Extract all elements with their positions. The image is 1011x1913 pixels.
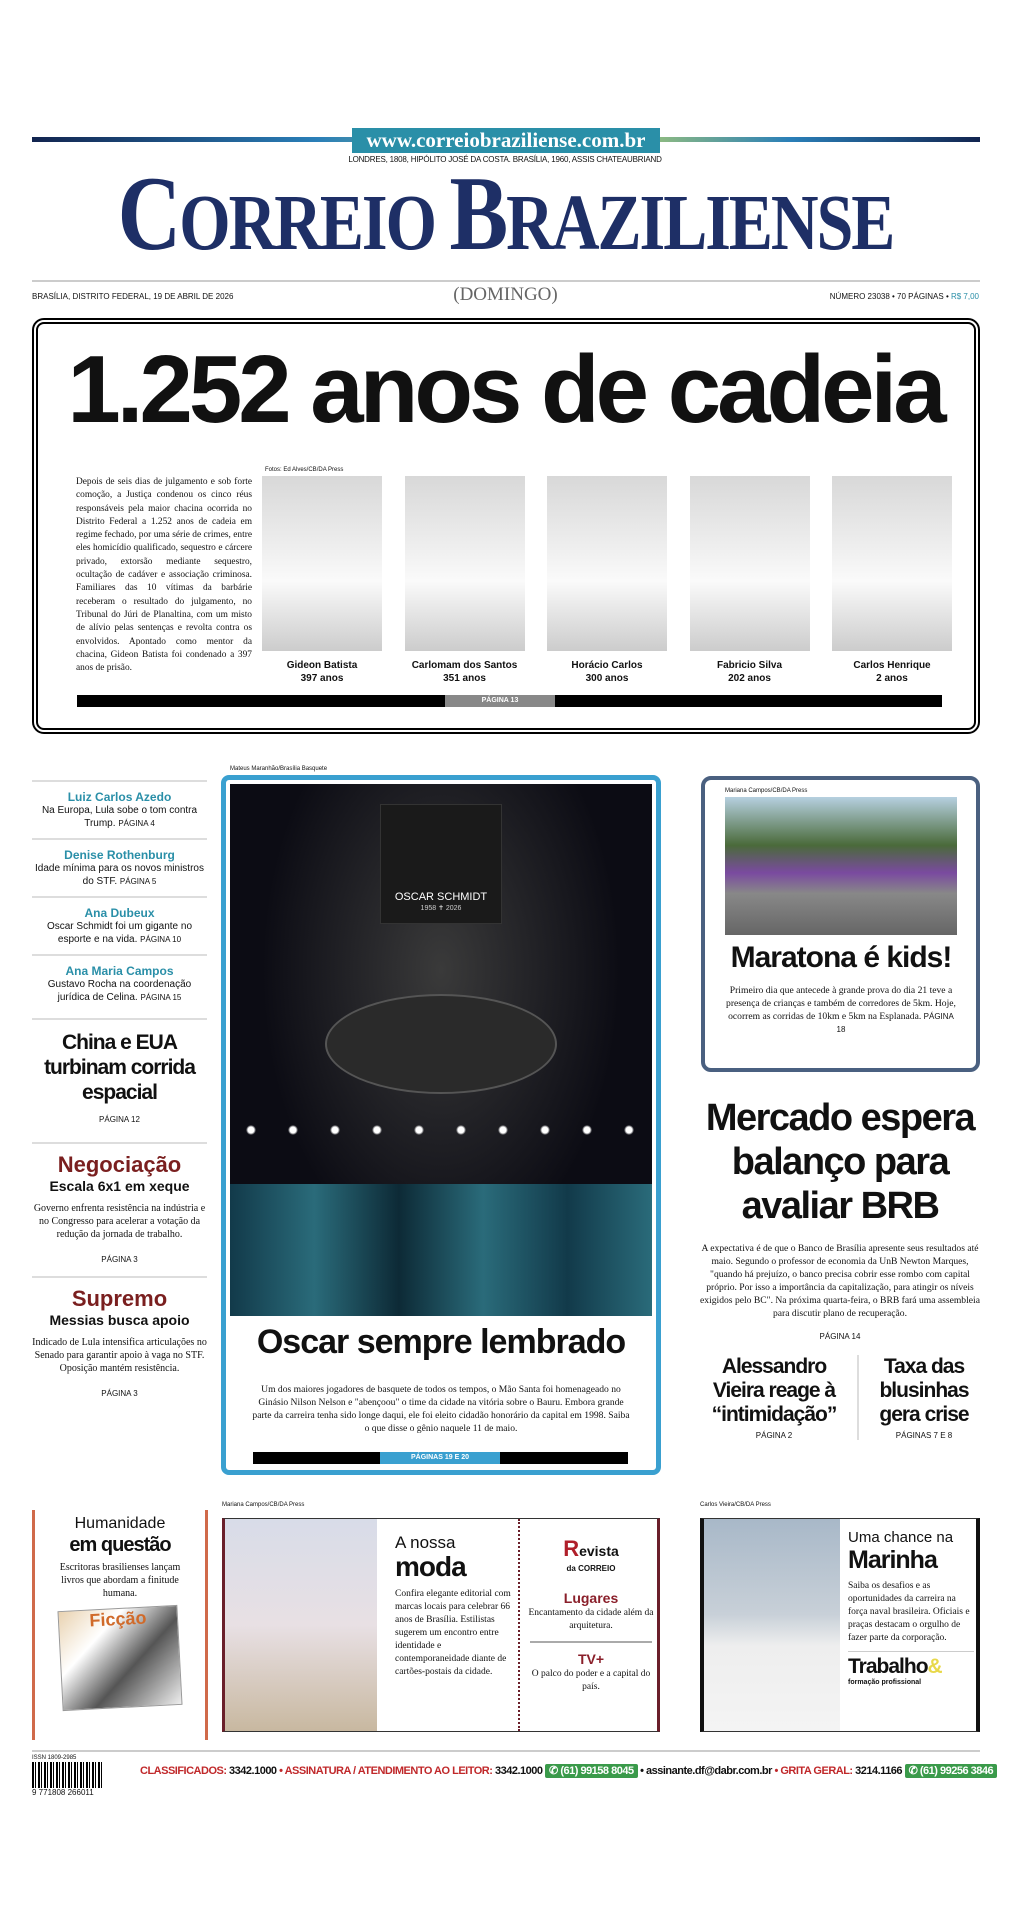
- defendant-photo: [690, 476, 810, 651]
- china-headline[interactable]: China e EUA turbinam corrida espacial: [44, 1031, 195, 1104]
- moda-text-block: [395, 1533, 511, 1679]
- divider: [32, 1750, 980, 1752]
- brb-headline[interactable]: Mercado espera balanço para avaliar BRB: [705, 1097, 975, 1227]
- page-ref: PÁGINA 3: [101, 1389, 138, 1398]
- marinha-box: [700, 1518, 980, 1732]
- page-ref-bar: [253, 1452, 628, 1464]
- page-ref[interactable]: PÁGINAS 19 E 20: [380, 1452, 500, 1464]
- divider: [32, 838, 207, 840]
- defendant-name: Horácio Carlos: [571, 660, 643, 671]
- page-ref: PÁGINA 10: [140, 935, 182, 944]
- maratona-headline[interactable]: Maratona é kids!: [730, 941, 952, 974]
- whatsapp-icon: ✆: [908, 1765, 920, 1777]
- section-kicker: Negociação: [57, 1152, 182, 1177]
- divider: [32, 1142, 207, 1144]
- contact-line: CLASSIFICADOS: 3342.1000 • ASSINATURA / ATENDIMENTO AO LEITOR: 3342.1000 ✆ (61) 99158 8045 • assinante.df@dabr.com.br • GRITA GERAL: 3214.1166 ✆ (61) 99256 3846: [140, 1764, 997, 1777]
- oscar-text: Um dos maiores jogadores de basquete de todos os tempos, o Mão Santa foi homenageado no Ginásio Nilson Nelson e "abençoou" o time da cidade na vitória sobre o Bauru. Embora grande parte da carreira tenha sido longe daqui, ele foi eleito cidadão honorário da capital em 1998. Saiba o que disse o gênio naquele 11 de maio.: [252, 1384, 630, 1434]
- story-headline[interactable]: Messias busca apoio: [49, 1312, 190, 1328]
- tv-item[interactable]: TV+ O palco do poder e a capital do país.: [531, 1651, 651, 1692]
- columnist[interactable]: [32, 906, 207, 946]
- photo-credit: Mariana Campos/CB/DA Press: [725, 788, 808, 794]
- taxa-story: [863, 1355, 985, 1440]
- columnist-text: Oscar Schmidt foi um gigante no esporte e na vida.: [46, 921, 193, 945]
- revista-block: [525, 1537, 657, 1694]
- photo-credit: Mariana Campos/CB/DA Press: [222, 1502, 305, 1508]
- defendant-name: Fabricio Silva: [716, 660, 783, 671]
- moda-box: [222, 1518, 660, 1732]
- defendant: [547, 476, 667, 691]
- page-ref: PÁGINA 12: [99, 1115, 140, 1124]
- page-ref: PÁGINA 18: [836, 1012, 954, 1034]
- page-ref: PÁGINA 4: [118, 819, 155, 828]
- photo-credit: Mateus Maranhão/Brasília Basquete: [230, 766, 328, 772]
- lead-headline[interactable]: 1.252 anos de cadeia: [67, 336, 943, 443]
- moda-text: Confira elegante editorial com marcas locais para celebrar 66 anos de Brasília. Estilistas sugerem um encontro entre identidade e contemporaneidade diante de cartões-postais da cidade.: [395, 1589, 511, 1677]
- columnist[interactable]: [32, 790, 207, 830]
- screen-years: 1958 ✝ 2026: [420, 905, 462, 912]
- defendant-sentence: 351 anos: [443, 673, 486, 684]
- maratona-text-block: [705, 940, 977, 1036]
- taxa-headline[interactable]: Taxa das blusinhas gera crise: [879, 1355, 969, 1426]
- defendant-photo: [262, 476, 382, 651]
- photo-credit: Carlos Vieira/CB/DA Press: [700, 1502, 771, 1508]
- columnist-name: Denise Rothenburg: [64, 848, 175, 862]
- small-headlines-row: [695, 1355, 985, 1440]
- divider: [32, 280, 980, 282]
- defendant-name: Carlos Henrique: [853, 660, 931, 671]
- cover-image: Ficção: [57, 1605, 182, 1711]
- defendants-row: [262, 476, 952, 691]
- defendant-sentence: 2 anos: [876, 673, 908, 684]
- email-link[interactable]: • assinante.df@dabr.com.br: [637, 1765, 772, 1777]
- scoreboard-screen: [380, 804, 502, 924]
- defendant-sentence: 202 anos: [728, 673, 771, 684]
- kicker: Humanidade: [74, 1515, 166, 1532]
- columnist-text: Gustavo Rocha na coordenação jurídica de Celina.: [47, 979, 192, 1003]
- whatsapp-badge[interactable]: ✆ (61) 99256 3846: [905, 1764, 998, 1778]
- defendant: [262, 476, 382, 691]
- marinha-text-block: [848, 1529, 974, 1687]
- story-text: Indicado de Lula intensifica articulações no Senado para garantir apoio à vaga no STF. Oposição mantém resistência.: [32, 1337, 207, 1374]
- section-kicker: Supremo: [71, 1286, 168, 1311]
- trabalho-logo: Trabalho& formação profissional: [848, 1655, 942, 1686]
- marinha-headline[interactable]: Marinha: [848, 1546, 937, 1574]
- revista-logo: Revista da CORREIO: [563, 1536, 619, 1573]
- whatsapp-badge[interactable]: ✆ (61) 99158 8045: [545, 1764, 638, 1778]
- site-url[interactable]: www.correiobraziliense.com.br: [352, 128, 660, 153]
- edition-info: NÚMERO 23038 • 70 PÁGINAS • R$ 7,00: [829, 292, 979, 301]
- kicker: A nossa: [395, 1533, 456, 1552]
- kicker: Uma chance na: [848, 1529, 954, 1546]
- defendant: [690, 476, 810, 691]
- columnist[interactable]: [32, 848, 207, 888]
- vieira-story: [695, 1355, 853, 1440]
- defendant: [832, 476, 952, 691]
- page-ref: PÁGINA 15: [140, 993, 182, 1002]
- defendant-photo: [547, 476, 667, 651]
- divider: [32, 954, 207, 956]
- defendant-sentence: 300 anos: [585, 673, 629, 684]
- moda-headline[interactable]: moda: [395, 1551, 466, 1582]
- banners: [230, 1184, 652, 1316]
- columnist-name: Luiz Carlos Azedo: [67, 790, 172, 804]
- page-ref-bar: [77, 695, 942, 707]
- defendant-sentence: 397 anos: [300, 673, 344, 684]
- newspaper-logo: CORREIO BRAZILIENSE: [117, 156, 894, 273]
- divider: [530, 1641, 652, 1643]
- page-ref: PÁGINA 14: [819, 1332, 861, 1341]
- divider: [32, 1018, 207, 1020]
- headline: em questão: [69, 1534, 171, 1556]
- screen-name: OSCAR SCHMIDT: [394, 891, 488, 903]
- defendant-name: Gideon Batista: [286, 660, 358, 671]
- divider: [32, 896, 207, 898]
- story-headline[interactable]: Escala 6x1 em xeque: [49, 1178, 190, 1194]
- left-column: [32, 772, 207, 1398]
- maratona-photo: [725, 797, 957, 935]
- whatsapp-icon: ✆: [549, 1765, 561, 1777]
- humanidade-box[interactable]: [32, 1510, 208, 1740]
- lugares-item[interactable]: Lugares Encantamento da cidade além da arquitetura.: [528, 1590, 654, 1631]
- columnist-text: Na Europa, Lula sobe o tom contra Trump.: [41, 805, 198, 829]
- brb-block: [695, 1096, 985, 1440]
- story-text: Governo enfrenta resistência na indústria e no Congresso para acelerar a votação da redução da jornada de trabalho.: [33, 1203, 206, 1240]
- maratona-text: Primeiro dia que antecede à grande prova do dia 21 teve a presença de crianças e também de corredores de 5km. Hoje, ocorrem as corridas de 10km e 5km na Esplanada. PÁGINA 18: [726, 985, 956, 1034]
- columnist-name: Ana Dubeux: [84, 906, 155, 920]
- moda-photo: [225, 1519, 377, 1731]
- columnist-name: Ana Maria Campos: [65, 964, 174, 978]
- columnist[interactable]: [32, 964, 207, 1004]
- vieira-headline[interactable]: Alessandro Vieira reage à “intimidação”: [711, 1355, 837, 1426]
- story-text: Escritoras brasilienses lançam livros que abordam a finitude humana.: [59, 1562, 181, 1599]
- divider: [518, 1519, 520, 1731]
- page-ref: PÁGINAS 7 E 8: [895, 1431, 953, 1440]
- page-ref[interactable]: PÁGINA 13: [445, 695, 555, 707]
- photo-credit: Fotos: Ed Alves/CB/DA Press: [265, 467, 344, 473]
- divider: [848, 1651, 974, 1652]
- divider: [32, 780, 207, 782]
- brb-text: A expectativa é de que o Banco de Brasília apresente seus resultados até maio. Segundo o professor de economia da UnB Newton Marques, "quando há prejuízo, o banco precisa cobrir esse rombo com capital próprio. Por isso a importância da capitalização, para atingir os níveis exigidos pelo BC". Na próxima quarta-feira, o BRB fará uma assembleia para discutir plano de recuperação.: [700, 1243, 980, 1319]
- divider: [32, 1276, 207, 1278]
- issue-date: BRASÍLIA, DISTRITO FEDERAL, 19 DE ABRIL DE 2026: [32, 292, 234, 301]
- defendant-photo: [405, 476, 525, 651]
- defendant-photo: [832, 476, 952, 651]
- barcode: ISSN 1809-2985 9 771808 266011: [32, 1754, 102, 1798]
- page-ref: PÁGINA 3: [101, 1255, 138, 1264]
- columnist-text: Idade mínima para os novos ministros do STF.: [35, 863, 204, 887]
- oscar-headline[interactable]: Oscar sempre lembrado: [256, 1323, 626, 1361]
- divider: [857, 1355, 859, 1440]
- defendant-name: Carlomam dos Santos: [411, 660, 518, 671]
- marinha-text: Saiba os desafios e as oportunidades da carreira na força naval brasileira. Oficiais e praças destacam o orgulho de fazer parte da corporação.: [848, 1581, 970, 1643]
- masthead-tagline: LONDRES, 1808, HIPÓLITO JOSÉ DA COSTA. BRASÍLIA, 1960, ASSIS CHATEAUBRIAND: [348, 155, 662, 164]
- scoreboard-ring: [325, 994, 557, 1094]
- defendant: [405, 476, 525, 691]
- arena-photo: [230, 784, 652, 1316]
- page-ref: PÁGINA 5: [119, 877, 157, 886]
- lead-text: Depois de seis dias de julgamento e sob forte comoção, a Justiça condenou os cinco réus responsáveis pela maior chacina ocorrida no Distrito Federal a 1.252 anos de cadeia em regime fechado, por uma série de crimes, entre eles homicídio qualificado, sequestro e cárcere privado, extorsão mediante sequestro, ocultação de cadáver e associação criminosa. Familiares das 10 vítimas da barbárie receberam o resultado do julgamento, no Tribunal do Júri de Planaltina, com um misto de alívio pelas sentenças e revolta contra os envolvidos. Apontado como mentor da chacina, Gideon Batista foi condenado a 397 anos de prisão.: [76, 477, 252, 674]
- marinha-photo: [704, 1519, 840, 1731]
- arena-lights: [230, 1124, 652, 1136]
- weekday: (DOMINGO): [453, 284, 558, 305]
- page-ref: PÁGINA 2: [755, 1431, 793, 1440]
